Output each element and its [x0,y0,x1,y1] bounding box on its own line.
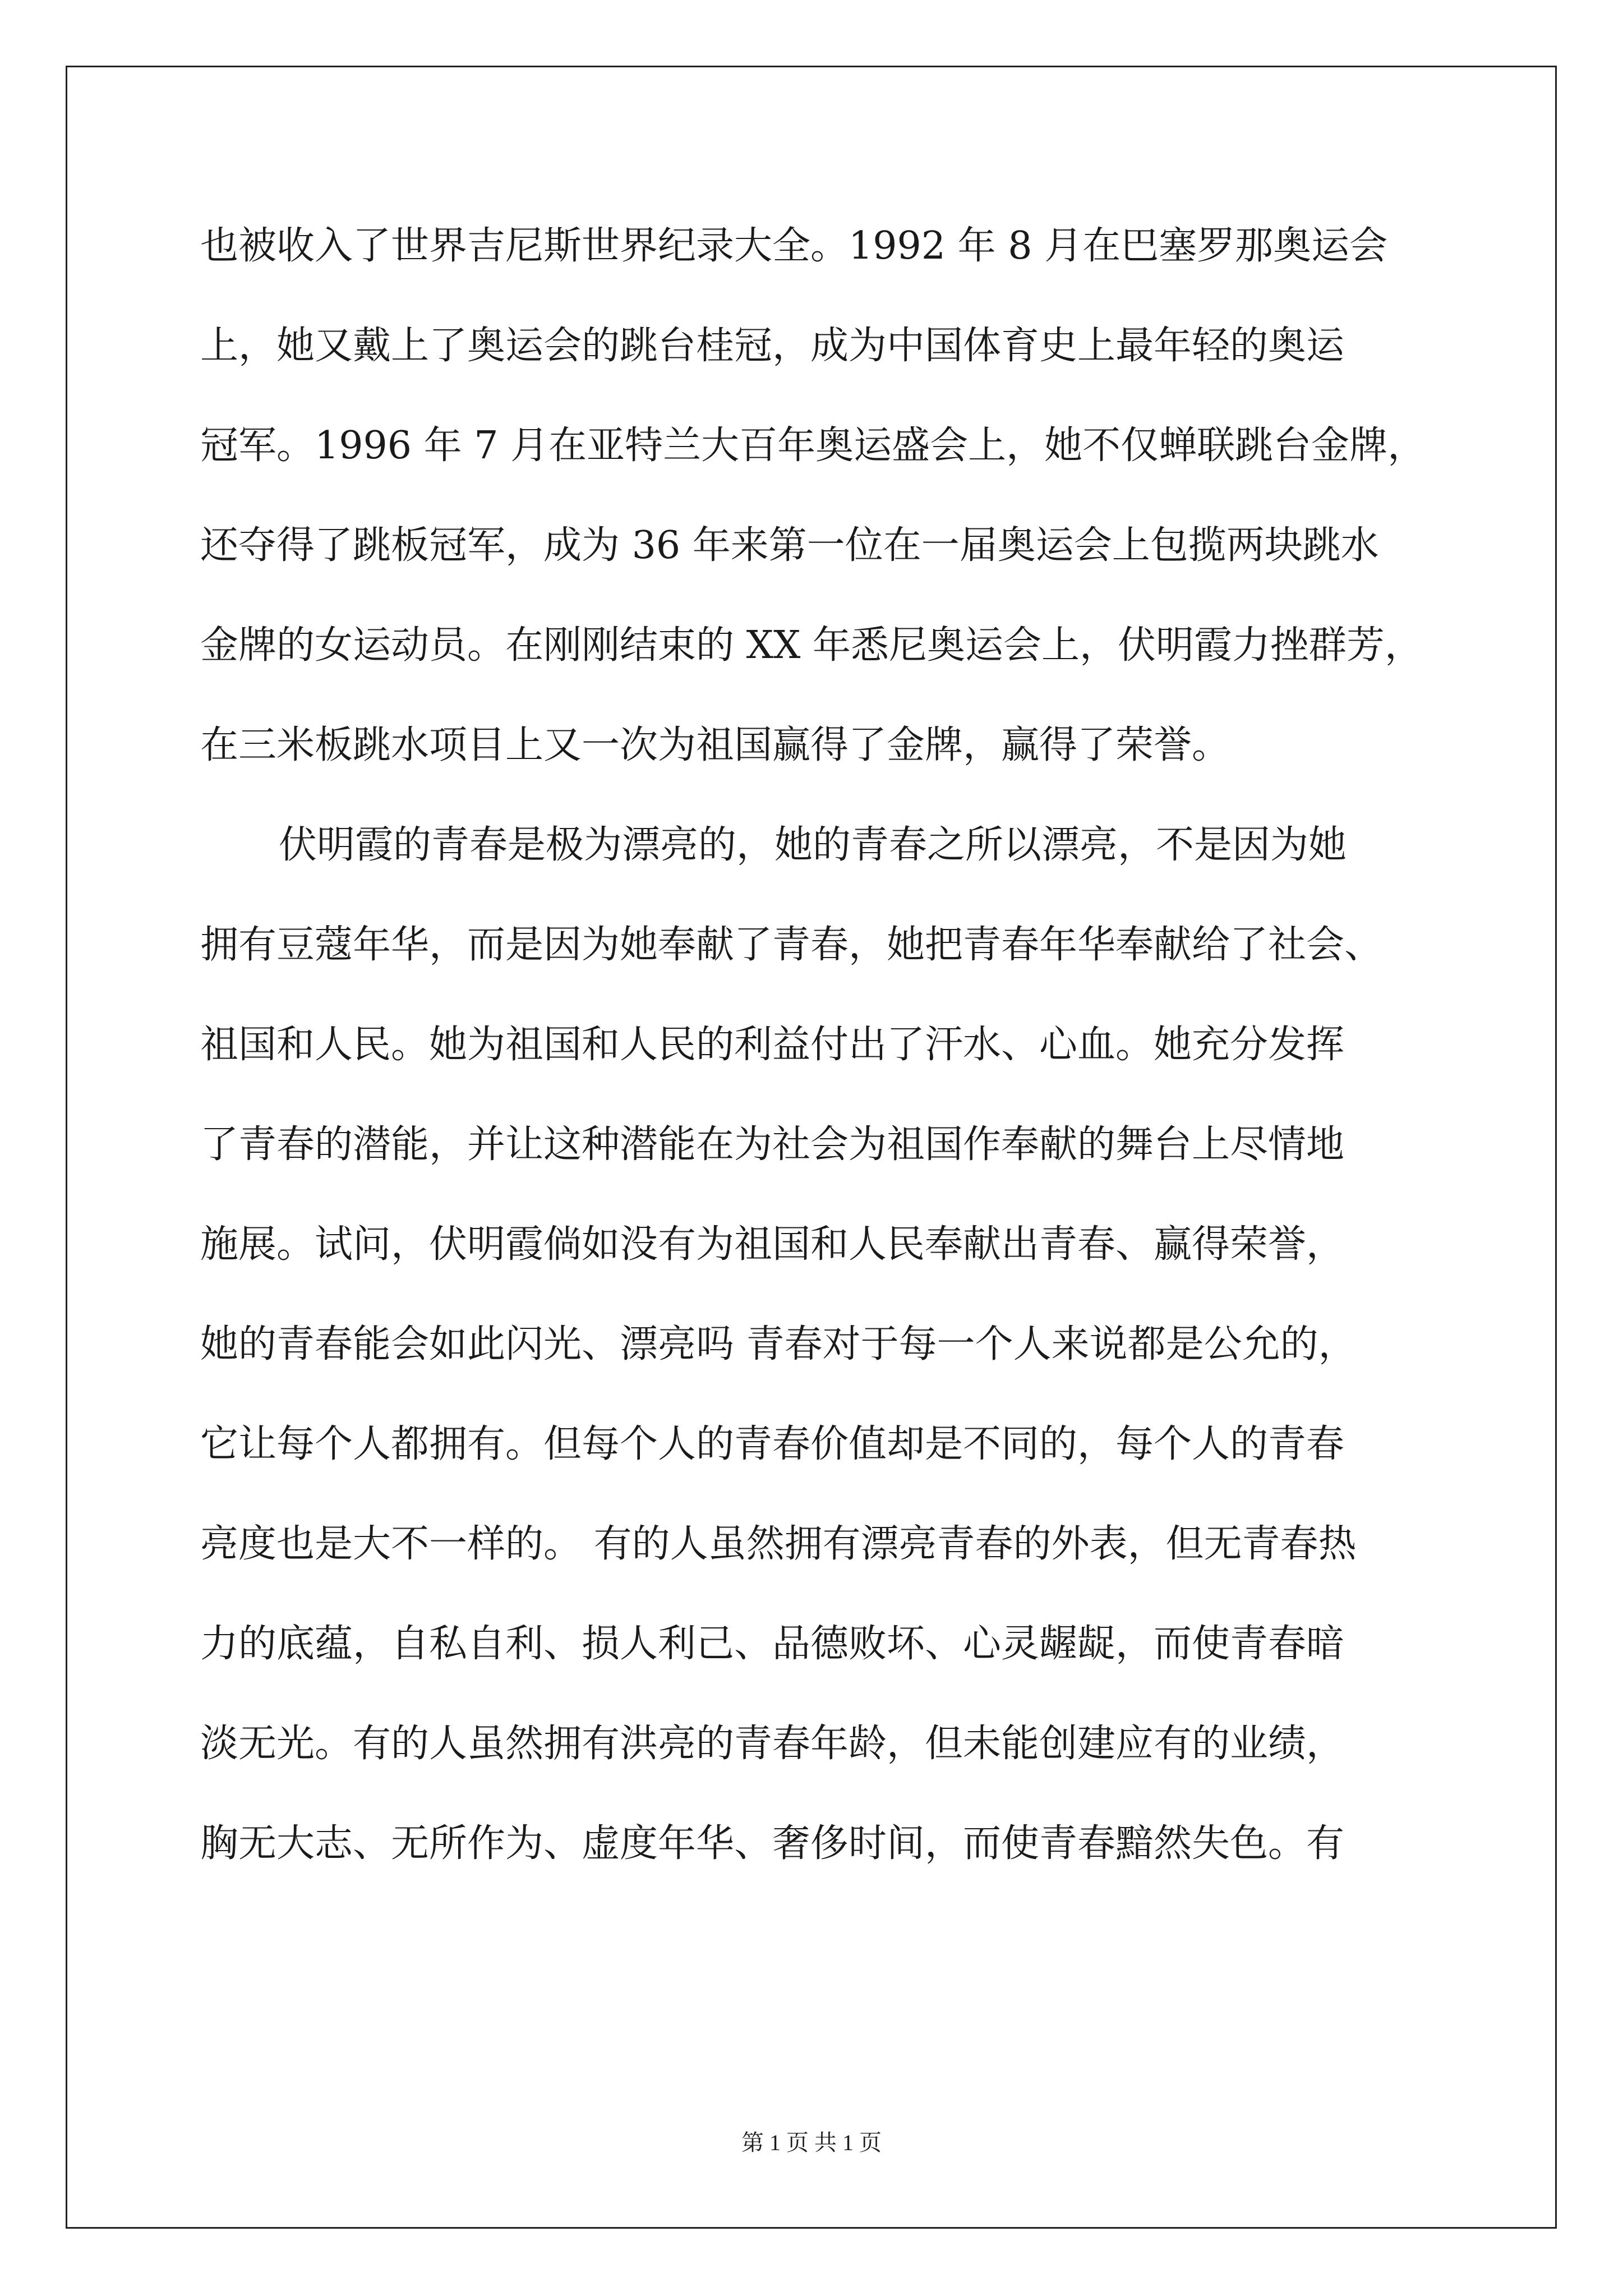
text-line: 亮度也是大不一样的。 有的人虽然拥有漂亮青春的外表，但无青春热 [200,1522,1357,1566]
text-line: 淡无光。有的人虽然拥有洪亮的青春年龄，但未能创建应有的业绩， [200,1722,1345,1766]
text-line: 还夺得了跳板冠军，成为 36 年来第一位在一届奥运会上包揽两块跳水 [200,523,1379,568]
text-line: 金牌的女运动员。在刚刚结束的 XX 年悉尼奥运会上，伏明霞力挫群芳， [200,623,1423,668]
text-line: 祖国和人民。她为祖国和人民的利益付出了汗水、心血。她充分发挥 [200,1023,1345,1067]
text-line: 上，她又戴上了奥运会的跳台桂冠，成为中国体育史上最年轻的奥运 [200,324,1345,368]
document-body [200,196,1456,1894]
text-line: 它让每个人都拥有。但每个人的青春价值却是不同的，每个人的青春 [200,1422,1345,1466]
text-line: 胸无大志、无所作为、虚度年华、奢侈时间，而使青春黯然失色。有 [200,1821,1345,1866]
text-line: 也被收入了世界吉尼斯世界纪录大全。1992 年 8 月在巴塞罗那奥运会 [200,224,1388,268]
text-line: 拥有豆蔻年华，而是因为她奉献了青春，她把青春年华奉献给了社会、 [200,923,1383,967]
text-line: 了青春的潜能，并让这种潜能在为社会为祖国作奉献的舞台上尽情地 [200,1122,1345,1167]
text-line: 施展。试问，伏明霞倘如没有为祖国和人民奉献出青春、赢得荣誉， [200,1222,1345,1267]
text-line: 冠军。1996 年 7 月在亚特兰大百年奥运盛会上，她不仅蝉联跳台金牌， [200,424,1426,468]
text-line: 在三米板跳水项目上又一次为祖国赢得了金牌，赢得了荣誉。 [200,723,1230,767]
paragraph-start-line: 伏明霞的青春是极为漂亮的，她的青春之所以漂亮，不是因为她 [279,823,1347,867]
text-line: 力的底蕴，自私自利、损人利己、品德败坏、心灵龌龊，而使青春暗 [200,1622,1345,1666]
page-number-footer: 第 1 页 共 1 页 [741,2130,882,2155]
text-line: 她的青春能会如此闪光、漂亮吗 青春对于每一个人来说都是公允的， [200,1322,1357,1366]
